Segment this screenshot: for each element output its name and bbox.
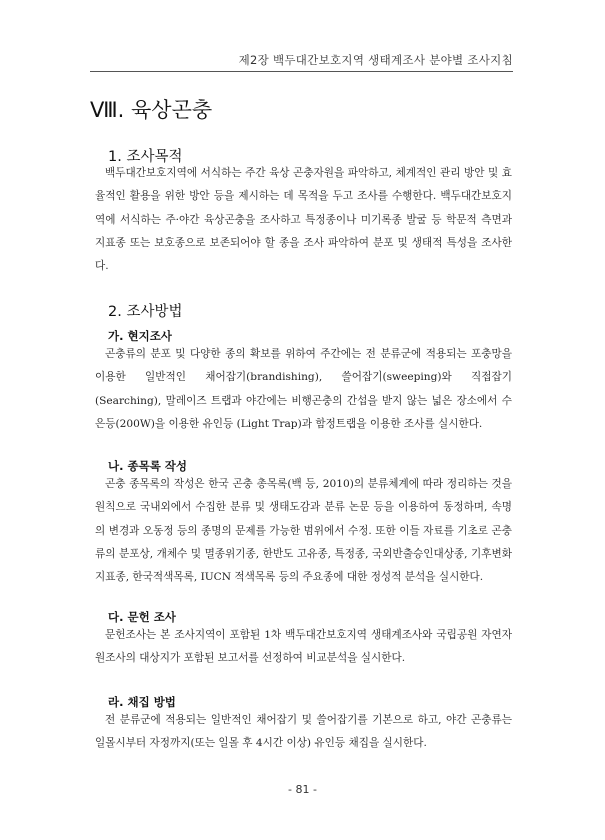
subsection-text-literature: 문헌조사는 본 조사지역이 포함된 1차 백두대간보호지역 생태계조사와 국립공원 자연자원조사의 대상지가 포함된 보고서를 선정하여 비교분석을 실시한다. [95,629,512,665]
subsection-heading-collection: 라. 채집 방법 [108,695,176,709]
subsection-text-species-list: 곤충 종목록의 작성은 한국 곤충 총목록(백 등, 2010)의 분류체계에 따라 정리하는 것을 원칙으로 국내외에서 수집한 분류 및 생태도감과 분류 논문 등을 이용하여 동정하며, 속명의 변경과 오동정 등의 종명의 문제를 가능한 범위에서 수정. 또한 이들 자료를 기초로 곤충류의 분포상, 개체수 및 멸종위기종, 한반도 고유종, 특정종, 국외반출승인대상종, 기후변화지표종, 한국적색목록, IUCN 적색목록 등의 주요종에 대한 정성적 분석을 실시한다. [95,478,512,584]
section-heading-methods: 2. 조사방법 [108,304,183,320]
header-divider [90,71,513,72]
section-heading-purpose: 1. 조사목적 [108,149,183,165]
running-header: 제2장 백두대간보호지역 생태계조사 분야별 조사지침 [238,53,513,67]
chapter-title: Ⅷ. 육상곤충 [90,98,213,122]
page-number: - 81 - [288,783,317,796]
subsection-text-collection: 전 분류군에 적용되는 일반적인 채어잡기 및 쓸어잡기를 기본으로 하고, 야간 곤충류는 일몰시부터 자정까지(또는 일몰 후 4시간 이상) 유인등 채집을 실시한다. [95,714,512,750]
subsection-heading-field-survey: 가. 현지조사 [108,329,172,343]
subsection-text-field-survey: 곤충류의 분포 및 다양한 종의 확보를 위하여 주간에는 전 분류군에 적용되는 포충망을 이용한 일반적인 채어잡기(brandishing), 쓸어잡기(sweeping)와 직접잡기(Searching), 말레이즈 트랩과 야간에는 비행곤충의 간섭을 받지 않는 넓은 장소에서 수은등(200W)을 이용한 유인등 (Light Trap)과 함정트랩을 이용한 조사를 실시한다. [95,348,512,430]
subsection-heading-literature: 다. 문헌 조사 [108,610,176,624]
section-text-purpose: 백두대간보호지역에 서식하는 주간 육상 곤충자원을 파악하고, 체계적인 관리 방안 및 효율적인 활용을 위한 방안 등을 제시하는 데 목적을 두고 조사를 수행한다. 백두대간보호지역에 서식하는 주·야간 육상곤충을 조사하고 특정종이나 미기록종 발굴 등 학문적 측면과 지표종 또는 보호종으로 보존되어야 할 종을 조사 파악하여 분포 및 생태적 특성을 조사한다. [95,167,512,273]
subsection-heading-species-list: 나. 종목록 작성 [108,459,188,473]
